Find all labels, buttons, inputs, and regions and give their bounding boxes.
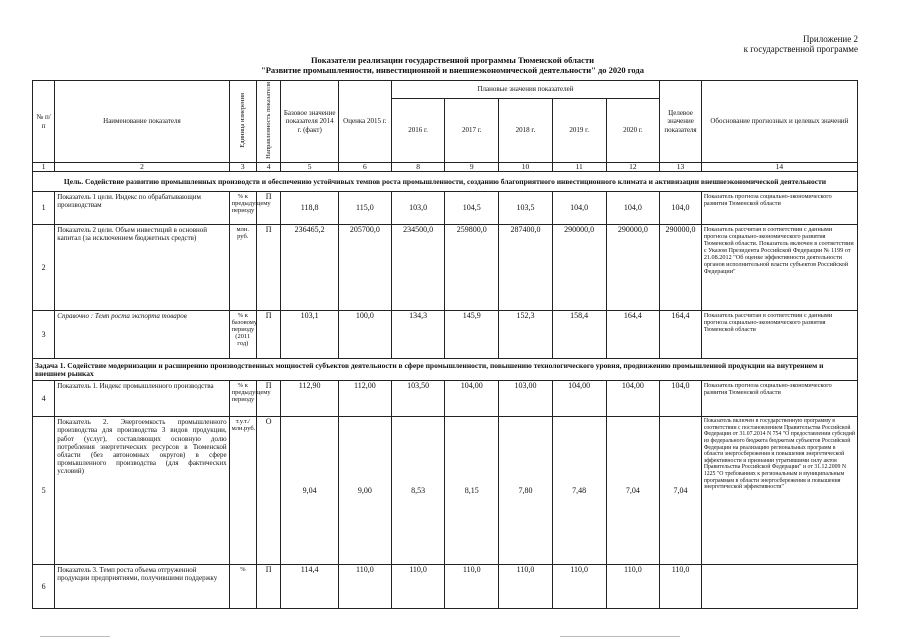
row-name: Показатель 2. Энергоемкость промышленного производства для производства 3 видов продукции, работ (услуг), составляющих основную долю потребления энергетических ресурсов в Тюменской области (без автономных округов) в сфере промышленного производства (для фактических условий) [55,417,229,565]
column-index-row [33,163,858,172]
row-justification: Показатель прогноза социально-экономического развития Тюменской области [701,381,857,417]
row-2018: 103,00 [499,381,553,417]
row-num: 3 [33,311,55,359]
col-index: 6 [339,163,392,172]
row-num: 1 [33,192,55,225]
header-2017: 2017 г. [445,98,499,162]
row-num: 6 [33,565,55,609]
col-index: 13 [660,163,702,172]
row-name: Показатель 3. Темп роста объема отгруженной продукции предприятиями, получившими поддержку [55,565,229,609]
row-base: 103,1 [281,311,339,359]
col-index: 10 [499,163,553,172]
document-title [0,55,905,75]
header-planned: Плановые значения показателей [391,81,660,99]
row-unit: т.у.т./ млн.руб. [229,417,256,565]
header-target: Целевое значение показателя [660,81,702,163]
table-row [33,192,858,225]
row-2016: 103,50 [391,381,445,417]
row-2017: 104,00 [445,381,499,417]
header-2016: 2016 г. [391,98,445,162]
row-base: 112,90 [281,381,339,417]
header-unit [229,81,256,163]
row-name: Показатель 1. Индекс промышленного производства [55,381,229,417]
row-estimate: 110,0 [339,565,392,609]
title-line-2: "Развитие промышленности, инвестиционной и внешнеэкономической деятельности" до 2020 года [261,65,644,75]
row-num: 5 [33,417,55,565]
row-2018: 103,5 [499,192,553,225]
row-estimate: 100,0 [339,311,392,359]
row-2018: 152,3 [499,311,553,359]
row-justification: Показатель прогноза социально-экономического развития Тюменской области [701,192,857,225]
table-row [33,565,858,609]
row-direction: П [256,225,280,311]
col-index: 1 [33,163,55,172]
row-direction: О [256,417,280,565]
row-2020: 104,0 [606,192,660,225]
row-target: 164,4 [660,311,702,359]
row-2016: 8,53 [391,417,445,565]
table-row [33,225,858,311]
row-unit: % к базовому периоду (2011 год) [229,311,256,359]
col-index: 8 [391,163,445,172]
header-2019: 2019 г. [552,98,606,162]
row-2016: 110,0 [391,565,445,609]
col-index: 11 [552,163,606,172]
header-2018: 2018 г. [499,98,553,162]
row-2017: 104,5 [445,192,499,225]
row-justification: Показатель рассчитан в соответствии с данными прогноза социально-экономического развития Тюменской области. Показатель включен в соответствии с Указом Президента Российской Федерации № 1199 от 21.08.2012 "Об оценке эффективности деятельности органов исполнительной власти субъектов Российской Федерации" [701,225,857,311]
row-name: Показатель 2 цели. Объем инвестиций в основной капитал (за исключением бюджетных средств) [55,225,229,311]
row-target: 110,0 [660,565,702,609]
row-2020: 104,00 [606,381,660,417]
row-justification [701,565,857,609]
task-row: Задача 1. Содействие модернизации и расширению производственных мощностей субъектов деятельности в сфере промышленности, повышению технологического уровня, продвижению промышленной продукции на внутреннем и внешнем рынках [33,359,858,381]
row-num: 2 [33,225,55,311]
header-unit-text: Единица измерения [239,93,247,148]
row-base: 114,4 [281,565,339,609]
row-target: 104,0 [660,192,702,225]
row-2019: 290000,0 [552,225,606,311]
header-direction-text: Направленность показателя [265,82,273,159]
row-2019: 158,4 [552,311,606,359]
header-base: Базовое значение показателя 2014 г. (факт) [281,81,339,163]
header-direction [256,81,280,163]
row-2020: 110,0 [606,565,660,609]
row-target: 104,0 [660,381,702,417]
title-line-1: Показатели реализации государственной программы Тюменской области [310,55,595,65]
appendix-line-1: Приложение 2 [802,34,858,44]
appendix-caption [744,34,858,54]
row-base: 118,8 [281,192,339,225]
row-2017: 145,9 [445,311,499,359]
row-2017: 8,15 [445,417,499,565]
row-unit: млн. руб. [229,225,256,311]
row-direction: П [256,381,280,417]
header-justification: Обоснование прогнозных и целевых значений [701,81,857,163]
col-index: 14 [701,163,857,172]
col-index: 5 [281,163,339,172]
row-2019: 104,00 [552,381,606,417]
row-2020: 7,04 [606,417,660,565]
row-2018: 287400,0 [499,225,553,311]
col-index: 4 [256,163,280,172]
table-row [33,311,858,359]
appendix-line-2: к государственной программе [743,44,858,54]
header-num: № п/п [33,81,55,163]
row-direction: П [256,192,280,225]
header-2020: 2020 г. [606,98,660,162]
row-justification: Показатель включен в государственную программу в соответствии с постановлением Правительства Российской Федерации от 31.07.2014 N 754 "О предоставлении субсидий из федерального бюджета бюджетам субъектов Российской Федерации на реализацию региональных программ в области энергосбережения и повышения энергетической эффективности и признании утратившими силу актов Правительства Российской Федерации" и от 31.12.2009 N 1225 "О требованиях к региональным и муниципальным программам в области энергосбережения и повышения энергетической эффективности" [701,417,857,565]
row-estimate: 112,00 [339,381,392,417]
goal-row: Цель. Содействие развитию промышленных производств и обеспечению устойчивых темпов роста промышленности, созданию благоприятного инвестиционного климата и активизации внешнеэкономической деятельности [33,172,858,192]
row-name: Справочно : Темп роста экспорта товаров [55,311,229,359]
header-estimate: Оценка 2015 г. [339,81,392,163]
row-unit: % к предыдущему периоду [229,381,256,417]
row-2018: 110,0 [499,565,553,609]
row-2018: 7,80 [499,417,553,565]
row-2020: 164,4 [606,311,660,359]
col-index: 9 [445,163,499,172]
row-2016: 103,0 [391,192,445,225]
header-name: Наименование показателя [55,81,229,163]
row-2020: 290000,0 [606,225,660,311]
row-estimate: 205700,0 [339,225,392,311]
row-2016: 134,3 [391,311,445,359]
indicators-table [32,80,858,609]
col-index: 2 [55,163,229,172]
row-target: 290000,0 [660,225,702,311]
col-index: 12 [606,163,660,172]
col-index: 3 [229,163,256,172]
row-name: Показатель 1 цели. Индекс по обрабатывающим производствам [55,192,229,225]
page-edge-line [40,636,110,637]
table-row [33,381,858,417]
row-estimate: 115,0 [339,192,392,225]
row-direction: П [256,311,280,359]
row-2017: 259800,0 [445,225,499,311]
row-2019: 7,48 [552,417,606,565]
row-target: 7,04 [660,417,702,565]
row-base: 236465,2 [281,225,339,311]
row-justification: Показатель рассчитан в соответствии с данными прогноза социально-экономического развития Тюменской области [701,311,857,359]
row-unit: % [229,565,256,609]
row-2019: 110,0 [552,565,606,609]
row-estimate: 9,00 [339,417,392,565]
row-2016: 234500,0 [391,225,445,311]
row-2019: 104,0 [552,192,606,225]
row-direction: П [256,565,280,609]
row-base: 9,04 [281,417,339,565]
row-num: 4 [33,381,55,417]
table-row [33,417,858,565]
row-unit: % к предыдущему периоду [229,192,256,225]
page-edge-line [560,636,680,637]
row-2017: 110,0 [445,565,499,609]
